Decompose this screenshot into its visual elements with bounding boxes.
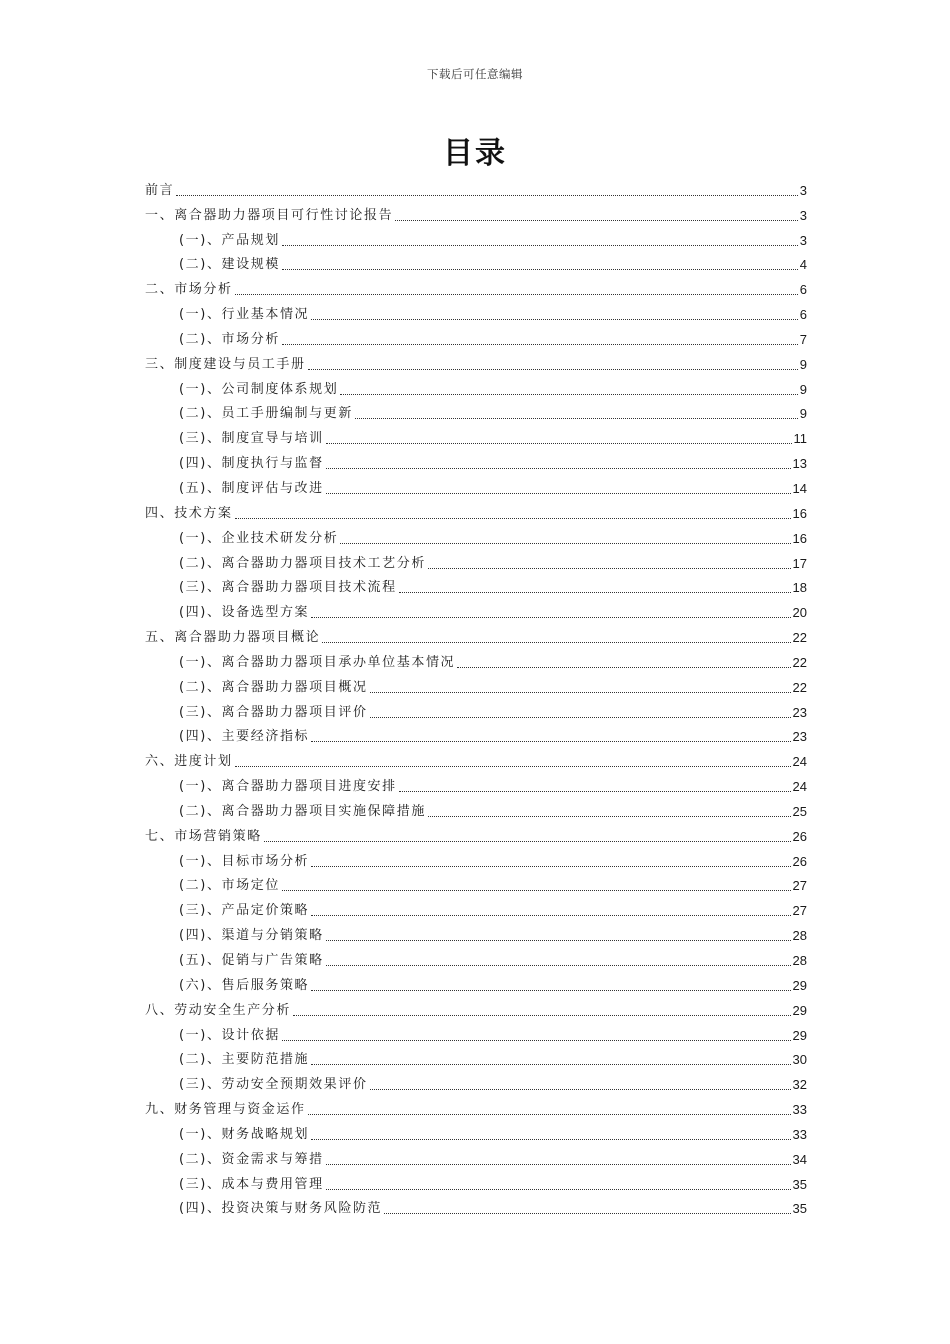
toc-leader-dots xyxy=(340,394,797,395)
toc-entry-page-number: 34 xyxy=(792,1151,807,1167)
toc-leader-dots xyxy=(399,791,791,792)
toc-entry-page-number: 16 xyxy=(792,505,807,521)
toc-entry-label: (二)、离合器助力器项目实施保障措施 xyxy=(179,803,426,819)
toc-entry-page-number: 29 xyxy=(792,977,807,993)
toc-leader-dots xyxy=(311,1139,790,1140)
toc-title: 目录 xyxy=(443,136,507,171)
toc-entry-page-number: 18 xyxy=(792,580,807,596)
toc-leader-dots xyxy=(235,518,791,519)
toc-entry-label: (一)、行业基本情况 xyxy=(179,307,310,323)
header-note: 下载后可任意编辑 xyxy=(427,67,523,81)
toc-leader-dots xyxy=(235,766,791,767)
toc-entry-label: 八、劳动安全生产分析 xyxy=(145,1002,292,1018)
toc-leader-dots xyxy=(308,1114,791,1115)
toc-entry-label: (一)、目标市场分析 xyxy=(179,853,310,869)
toc-entry-label: (四)、渠道与分销策略 xyxy=(179,928,324,944)
toc-entry-page-number: 17 xyxy=(792,555,807,571)
toc-entry-label: 一、离合器助力器项目可行性讨论报告 xyxy=(145,207,394,223)
toc-entry-page-number: 33 xyxy=(792,1126,807,1142)
toc-section-entry[interactable] xyxy=(145,845,807,870)
toc-entry-label: 三、制度建设与员工手册 xyxy=(145,356,306,372)
toc-section-entry[interactable] xyxy=(145,1118,807,1143)
toc-entry-page-number: 20 xyxy=(792,605,807,621)
toc-entry-label: (五)、制度评估与改进 xyxy=(179,480,324,496)
toc-section-entry[interactable] xyxy=(145,696,807,721)
toc-entry-label: 四、技术方案 xyxy=(145,505,233,521)
toc-section-entry[interactable] xyxy=(145,721,807,746)
toc-leader-dots xyxy=(311,1064,790,1065)
toc-entry-page-number: 27 xyxy=(792,903,807,919)
toc-leader-dots xyxy=(311,741,790,742)
toc-section-entry[interactable] xyxy=(145,1168,807,1193)
toc-leader-dots xyxy=(282,269,798,270)
toc-leader-dots xyxy=(235,294,798,295)
toc-entry-page-number: 30 xyxy=(792,1052,807,1068)
toc-section-entry[interactable] xyxy=(145,646,807,671)
toc-leader-dots xyxy=(176,195,798,196)
table-of-contents xyxy=(145,174,807,1217)
toc-entry-page-number: 33 xyxy=(792,1102,807,1118)
toc-section-entry[interactable] xyxy=(145,870,807,895)
toc-entry-page-number: 22 xyxy=(792,679,807,695)
toc-leader-dots xyxy=(355,418,798,419)
toc-leader-dots xyxy=(395,220,798,221)
toc-leader-dots xyxy=(326,940,791,941)
toc-section-entry[interactable] xyxy=(145,944,807,969)
toc-entry-page-number: 14 xyxy=(792,480,807,496)
toc-entry-label: (三)、离合器助力器项目技术流程 xyxy=(179,580,397,596)
toc-entry-label: (五)、促销与广告策略 xyxy=(179,953,324,968)
toc-section-entry[interactable] xyxy=(145,547,807,572)
toc-entry-label: (二)、离合器助力器项目概况 xyxy=(179,679,368,695)
toc-entry-page-number: 35 xyxy=(792,1176,807,1192)
toc-entry-page-number: 24 xyxy=(792,779,807,795)
toc-entry-label: (三)、劳动安全预期效果评价 xyxy=(179,1077,368,1093)
toc-section-entry[interactable] xyxy=(145,373,807,398)
toc-leader-dots xyxy=(326,443,792,444)
toc-leader-dots xyxy=(311,617,790,618)
toc-leader-dots xyxy=(308,369,798,370)
toc-chapter-entry[interactable] xyxy=(145,497,807,522)
toc-section-entry[interactable] xyxy=(145,323,807,348)
toc-leader-dots xyxy=(370,717,791,718)
toc-section-entry[interactable] xyxy=(145,1044,807,1069)
toc-entry-label: (二)、资金需求与筹措 xyxy=(179,1151,324,1167)
toc-leader-dots xyxy=(311,866,790,867)
toc-entry-page-number: 28 xyxy=(792,953,807,968)
toc-entry-page-number: 4 xyxy=(799,257,807,273)
toc-entry-page-number: 23 xyxy=(792,729,807,745)
toc-chapter-entry[interactable] xyxy=(145,621,807,646)
toc-entry-page-number: 3 xyxy=(799,232,807,248)
toc-entry-page-number: 7 xyxy=(799,331,807,347)
toc-leader-dots xyxy=(370,1089,791,1090)
toc-entry-label: (二)、市场分析 xyxy=(179,331,280,347)
toc-entry-label: (二)、建设规模 xyxy=(179,257,280,273)
toc-leader-dots xyxy=(282,890,791,891)
toc-section-entry[interactable] xyxy=(145,224,807,249)
toc-leader-dots xyxy=(326,493,791,494)
toc-section-entry[interactable] xyxy=(145,1068,807,1093)
toc-entry-label: (四)、投资决策与财务风险防范 xyxy=(179,1201,383,1217)
toc-section-entry[interactable] xyxy=(145,671,807,696)
toc-leader-dots xyxy=(282,245,798,246)
toc-entry-page-number: 6 xyxy=(799,307,807,323)
toc-chapter-entry[interactable] xyxy=(145,174,807,199)
toc-entry-page-number: 6 xyxy=(799,282,807,298)
toc-entry-label: (一)、财务战略规划 xyxy=(179,1126,310,1142)
toc-entry-label: (四)、设备选型方案 xyxy=(179,605,310,621)
toc-section-entry[interactable] xyxy=(145,472,807,497)
toc-chapter-entry[interactable] xyxy=(145,199,807,224)
toc-entry-label: (一)、公司制度体系规划 xyxy=(179,381,339,397)
toc-section-entry[interactable] xyxy=(145,969,807,994)
toc-entry-page-number: 35 xyxy=(792,1201,807,1217)
toc-section-entry[interactable] xyxy=(145,398,807,423)
toc-section-entry[interactable] xyxy=(145,572,807,597)
toc-leader-dots xyxy=(282,344,798,345)
toc-entry-page-number: 32 xyxy=(792,1077,807,1093)
toc-leader-dots xyxy=(293,1015,791,1016)
toc-chapter-entry[interactable] xyxy=(145,745,807,770)
toc-entry-label: (三)、离合器助力器项目评价 xyxy=(179,704,368,720)
toc-section-entry[interactable] xyxy=(145,919,807,944)
toc-leader-dots xyxy=(326,1164,791,1165)
toc-leader-dots xyxy=(311,915,790,916)
toc-entry-page-number: 22 xyxy=(792,654,807,670)
toc-entry-label: (三)、制度宣导与培训 xyxy=(179,431,324,447)
toc-entry-label: (四)、制度执行与监督 xyxy=(179,456,324,472)
toc-chapter-entry[interactable] xyxy=(145,1093,807,1118)
toc-entry-page-number: 24 xyxy=(792,754,807,770)
toc-entry-page-number: 9 xyxy=(799,356,807,372)
toc-leader-dots xyxy=(340,543,790,544)
toc-chapter-entry[interactable] xyxy=(145,348,807,373)
toc-leader-dots xyxy=(326,468,791,469)
toc-entry-label: (二)、员工手册编制与更新 xyxy=(179,406,353,422)
toc-section-entry[interactable] xyxy=(145,1019,807,1044)
toc-entry-label: (二)、市场定位 xyxy=(179,878,280,894)
toc-entry-page-number: 13 xyxy=(792,456,807,472)
toc-entry-page-number: 16 xyxy=(792,530,807,546)
toc-leader-dots xyxy=(311,990,790,991)
toc-leader-dots xyxy=(326,1189,791,1190)
toc-leader-dots xyxy=(311,319,798,320)
toc-entry-label: (一)、设计依据 xyxy=(179,1027,280,1043)
toc-entry-page-number: 22 xyxy=(792,630,807,646)
toc-leader-dots xyxy=(384,1213,790,1214)
toc-entry-page-number: 23 xyxy=(792,704,807,720)
toc-leader-dots xyxy=(326,965,791,966)
toc-leader-dots xyxy=(428,816,791,817)
toc-entry-page-number: 3 xyxy=(799,182,807,198)
toc-section-entry[interactable] xyxy=(145,596,807,621)
toc-entry-page-number: 28 xyxy=(792,928,807,944)
toc-entry-label: (一)、离合器助力器项目进度安排 xyxy=(179,779,397,795)
toc-entry-label: (一)、产品规划 xyxy=(179,232,280,248)
toc-entry-page-number: 27 xyxy=(792,878,807,894)
toc-leader-dots xyxy=(457,667,790,668)
toc-leader-dots xyxy=(428,568,791,569)
toc-chapter-entry[interactable] xyxy=(145,820,807,845)
toc-section-entry[interactable] xyxy=(145,298,807,323)
toc-section-entry[interactable] xyxy=(145,894,807,919)
toc-entry-page-number: 9 xyxy=(799,406,807,422)
toc-entry-label: 九、财务管理与资金运作 xyxy=(145,1102,306,1118)
toc-chapter-entry[interactable] xyxy=(145,994,807,1019)
toc-entry-page-number: 29 xyxy=(792,1027,807,1043)
toc-entry-label: 前言 xyxy=(145,182,175,198)
toc-entry-page-number: 9 xyxy=(799,381,807,397)
toc-entry-label: (三)、成本与费用管理 xyxy=(179,1176,324,1192)
toc-section-entry[interactable] xyxy=(145,770,807,795)
toc-entry-label: (二)、离合器助力器项目技术工艺分析 xyxy=(179,555,426,571)
toc-chapter-entry[interactable] xyxy=(145,273,807,298)
toc-entry-label: (一)、离合器助力器项目承办单位基本情况 xyxy=(179,654,456,670)
toc-leader-dots xyxy=(264,841,791,842)
toc-leader-dots xyxy=(370,692,791,693)
toc-entry-label: (三)、产品定价策略 xyxy=(179,903,310,919)
toc-section-entry[interactable] xyxy=(145,1193,807,1218)
toc-entry-page-number: 11 xyxy=(793,431,807,447)
toc-section-entry[interactable] xyxy=(145,447,807,472)
toc-section-entry[interactable] xyxy=(145,522,807,547)
toc-entry-label: (六)、售后服务策略 xyxy=(179,977,310,993)
toc-entry-label: (一)、企业技术研发分析 xyxy=(179,530,339,546)
toc-leader-dots xyxy=(399,592,791,593)
toc-leader-dots xyxy=(282,1040,791,1041)
toc-entry-label: 五、离合器助力器项目概论 xyxy=(145,630,321,646)
toc-section-entry[interactable] xyxy=(145,795,807,820)
toc-entry-page-number: 26 xyxy=(792,828,807,844)
toc-leader-dots xyxy=(322,642,790,643)
toc-section-entry[interactable] xyxy=(145,422,807,447)
toc-entry-label: (四)、主要经济指标 xyxy=(179,729,310,745)
toc-section-entry[interactable] xyxy=(145,1143,807,1168)
toc-entry-label: 七、市场营销策略 xyxy=(145,828,262,844)
toc-entry-label: (二)、主要防范措施 xyxy=(179,1052,310,1068)
toc-entry-page-number: 25 xyxy=(792,803,807,819)
toc-entry-page-number: 26 xyxy=(792,853,807,869)
toc-section-entry[interactable] xyxy=(145,249,807,274)
toc-entry-page-number: 3 xyxy=(799,207,807,223)
toc-entry-page-number: 29 xyxy=(792,1002,807,1018)
toc-entry-label: 六、进度计划 xyxy=(145,754,233,770)
toc-entry-label: 二、市场分析 xyxy=(145,282,233,298)
